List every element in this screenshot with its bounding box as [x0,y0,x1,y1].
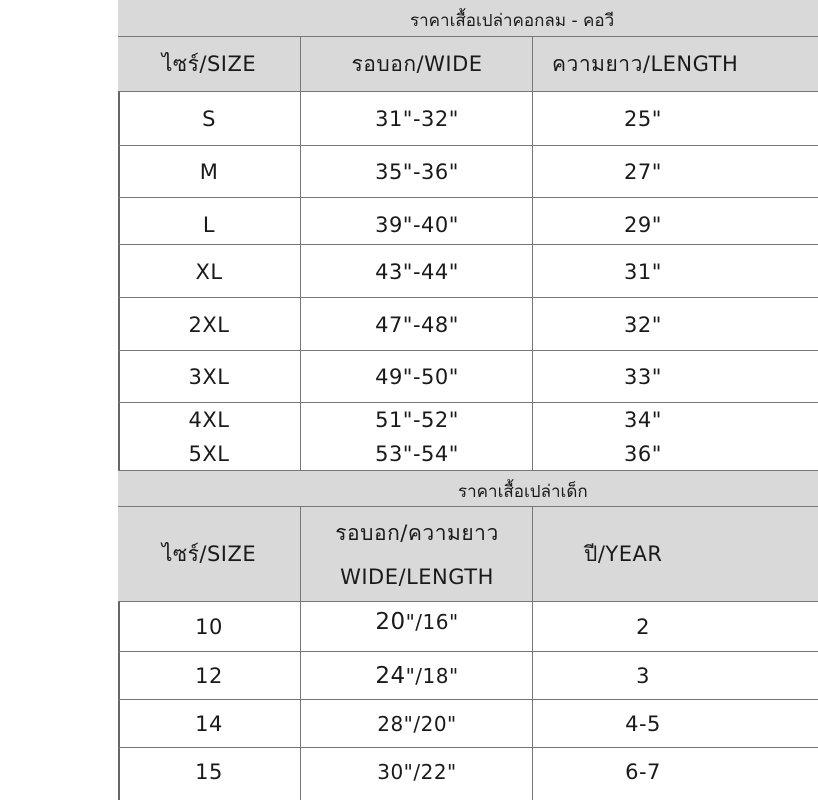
adult-header-wide: รอบอก/WIDE [351,51,483,76]
divider [118,297,818,298]
adult-wide-cell: 35"-36" [375,159,459,184]
kids-wide-cell: 30"/22" [377,760,457,784]
kids-year-cell: 6-7 [625,760,661,784]
column-divider [300,36,301,471]
kids-header-year: ปี/YEAR [584,542,663,566]
divider [118,145,818,146]
adult-size-4xl: 4XL [188,408,230,432]
kids-year-cell: 3 [636,664,650,688]
adult-wide-cell: 47"-48" [375,312,459,337]
adult-length-5xl: 36" [624,442,662,466]
kids-header-wide-thai: รอบอก/ความยาว [335,520,499,545]
divider [118,699,818,700]
kids-wide-rest: "/18" [405,664,459,688]
kids-year-cell: 2 [636,615,650,639]
adult-length-cell: 25" [624,106,662,131]
kids-table-caption: ราคาเสื้อเปล่าเด็ก [458,482,588,502]
kids-wide-cell [302,602,532,642]
divider [118,91,818,92]
divider [118,36,818,37]
column-divider [532,36,533,471]
adult-size-cell [118,403,300,471]
kids-size-cell: 10 [195,615,223,639]
kids-wide-value: 24 [375,663,406,689]
kids-size-cell: 15 [195,760,223,784]
adult-wide-cell: 43"-44" [375,259,459,284]
column-divider [300,507,301,800]
adult-length-cell: 33" [624,365,662,389]
kids-wide-cell [302,652,532,700]
adult-wide-4xl: 51"-52" [375,408,459,432]
kids-year-cell: 4-5 [625,712,661,736]
divider [118,402,818,403]
adult-wide-cell: 31"-32" [375,106,459,131]
divider [118,197,818,198]
adult-size-cell: L [202,212,216,237]
adult-length-cell [534,403,752,471]
divider [118,350,818,351]
kids-wide-rest: "/16" [405,610,459,634]
adult-size-5xl: 5XL [188,442,230,466]
adult-length-cell: 27" [624,159,662,184]
divider [118,506,818,507]
column-divider [532,507,533,800]
divider [118,747,818,748]
adult-size-cell: 3XL [188,365,230,389]
adult-header-size: ไซร์/SIZE [161,51,257,76]
adult-length-cell: 29" [624,212,662,237]
adult-size-cell: 2XL [188,312,230,337]
kids-header-wide [302,507,532,602]
adult-wide-cell: 39"-40" [375,212,459,237]
divider [118,244,818,245]
kids-header-size: ไซร์/SIZE [161,542,257,566]
adult-wide-5xl: 53"-54" [375,442,459,466]
kids-size-cell: 14 [195,712,223,736]
kids-header-wide-en: WIDE/LENGTH [340,564,494,589]
adult-length-cell: 31" [624,259,662,284]
size-chart-sheet [118,0,739,800]
divider [118,651,818,652]
adult-size-cell: XL [195,259,223,284]
adult-header-length: ความยาว/LENGTH [552,51,739,76]
adult-table-caption: ราคาเสื้อเปล่าคอกลม - คอวี [410,11,615,31]
adult-size-cell: M [199,159,219,184]
adult-size-cell: S [202,106,216,131]
kids-wide-value: 20 [375,609,406,635]
adult-wide-cell [302,403,532,471]
adult-length-4xl: 34" [624,408,662,432]
kids-size-cell: 12 [195,664,223,688]
kids-wide-cell: 28"/20" [377,712,457,736]
divider [118,601,818,602]
divider [118,470,818,471]
adult-length-cell: 32" [624,312,662,337]
adult-wide-cell: 49"-50" [375,365,459,389]
